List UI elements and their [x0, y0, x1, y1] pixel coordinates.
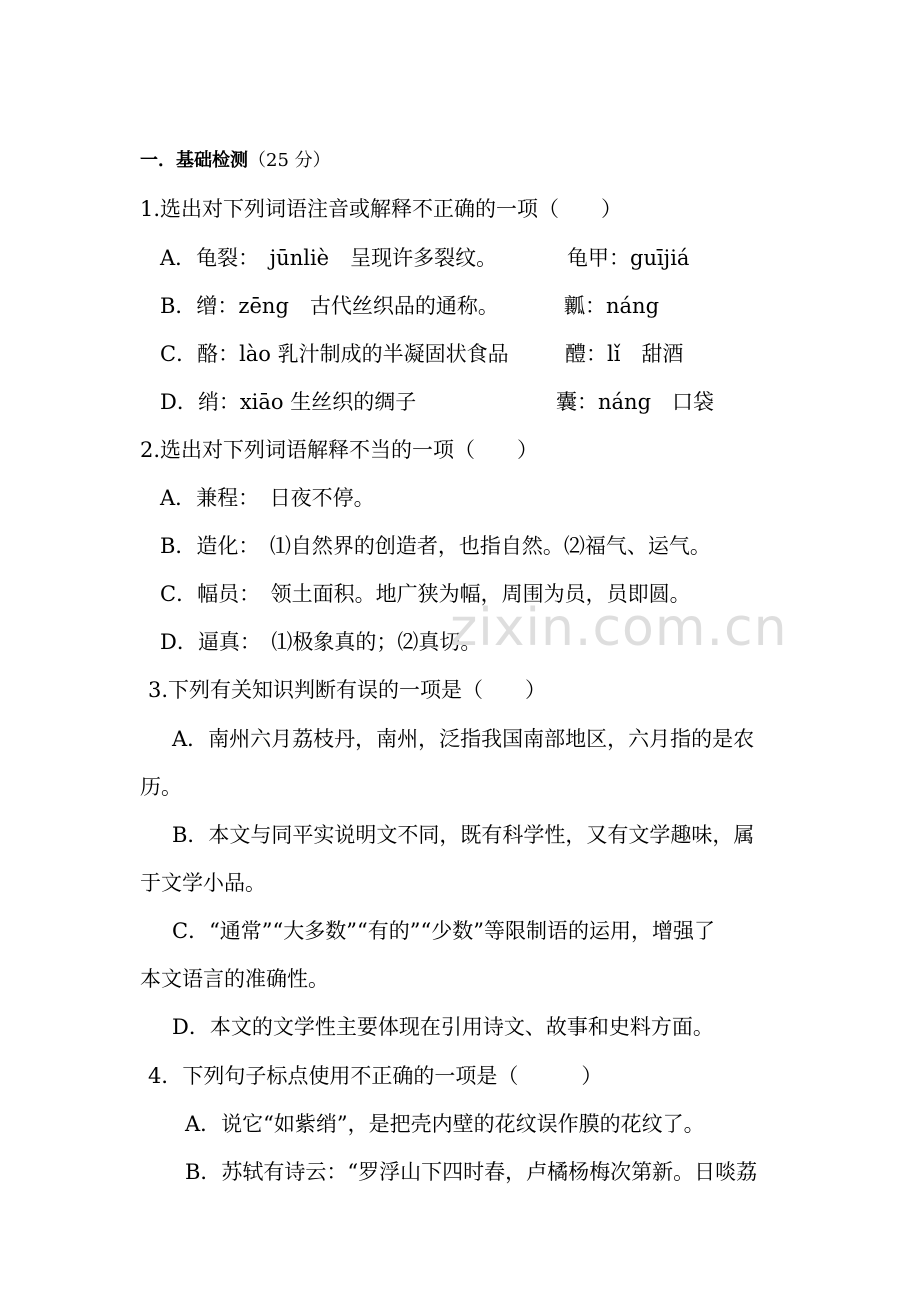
q3-option-a-line1: A．南州六月荔枝丹，南州，泛指我国南部地区，六月指的是农: [172, 727, 755, 751]
q3-option-a-line2: 历。: [140, 775, 182, 799]
watermark: zixin.com.cn: [450, 598, 788, 658]
q3-option-c-line1: C．“通常”“大多数”“有的”“少数”等限制语的运用，增强了: [172, 919, 715, 943]
q2-option-a: A．兼程： 日夜不停。: [160, 486, 375, 510]
q1-option-d: D．绡：xiāo 生丝织的绸子: [160, 390, 417, 414]
section-score: （25 分）: [248, 150, 331, 171]
q3-option-b-line1: B．本文与同平实说明文不同，既有科学性，又有文学趣味，属: [172, 823, 755, 847]
q1-option-c: C．酪：lào 乳汁制成的半凝固状食品: [160, 342, 509, 366]
q1-option-a: A．龟裂： jūnliè 呈现许多裂纹。: [160, 246, 498, 270]
section-title: 一．基础检测: [140, 150, 248, 171]
q3-option-d: D．本文的文学性主要体现在引用诗文、故事和史料方面。: [172, 1015, 714, 1039]
q3-option-b-line2: 于文学小品。: [140, 871, 266, 895]
q4-option-b: B．苏轼有诗云：“罗浮山下四时春，卢橘杨梅次第新。日啖荔: [185, 1160, 758, 1184]
q1-option-a-extra: 龟甲：guījiá: [567, 246, 690, 270]
q2-option-d: D．逼真： ⑴极象真的；⑵真切。: [160, 630, 482, 654]
q4-option-a: A．说它“如紫绡”，是把壳内壁的花纹误作膜的花纹了。: [185, 1112, 705, 1136]
q1-option-c-extra: 醴：lǐ 甜酒: [565, 342, 684, 366]
q1-option-b: B．缯：zēng 古代丝织品的通称。: [160, 294, 499, 318]
q3-option-c-line2: 本文语言的准确性。: [140, 967, 329, 991]
q2-option-b: B．造化： ⑴自然界的创造者，也指自然。⑵福气、运气。: [160, 534, 711, 558]
q2-stem: 2.选出对下列词语解释不当的一项（ ）: [140, 438, 539, 462]
q1-option-b-extra: 瓤：náng: [564, 294, 660, 318]
q2-option-c: C．幅员： 领土面积。地广狭为幅，周围为员，员即圆。: [160, 582, 691, 606]
q1-option-d-extra: 囊：náng 口袋: [556, 390, 715, 414]
section-heading: [140, 147, 331, 175]
q1-stem: 1.选出对下列词语注音或解释不正确的一项（ ）: [140, 197, 623, 221]
q4-stem: 4．下列句子标点使用不正确的一项是（ ）: [148, 1064, 603, 1088]
q3-stem: 3.下列有关知识判断有误的一项是（ ）: [148, 678, 547, 702]
